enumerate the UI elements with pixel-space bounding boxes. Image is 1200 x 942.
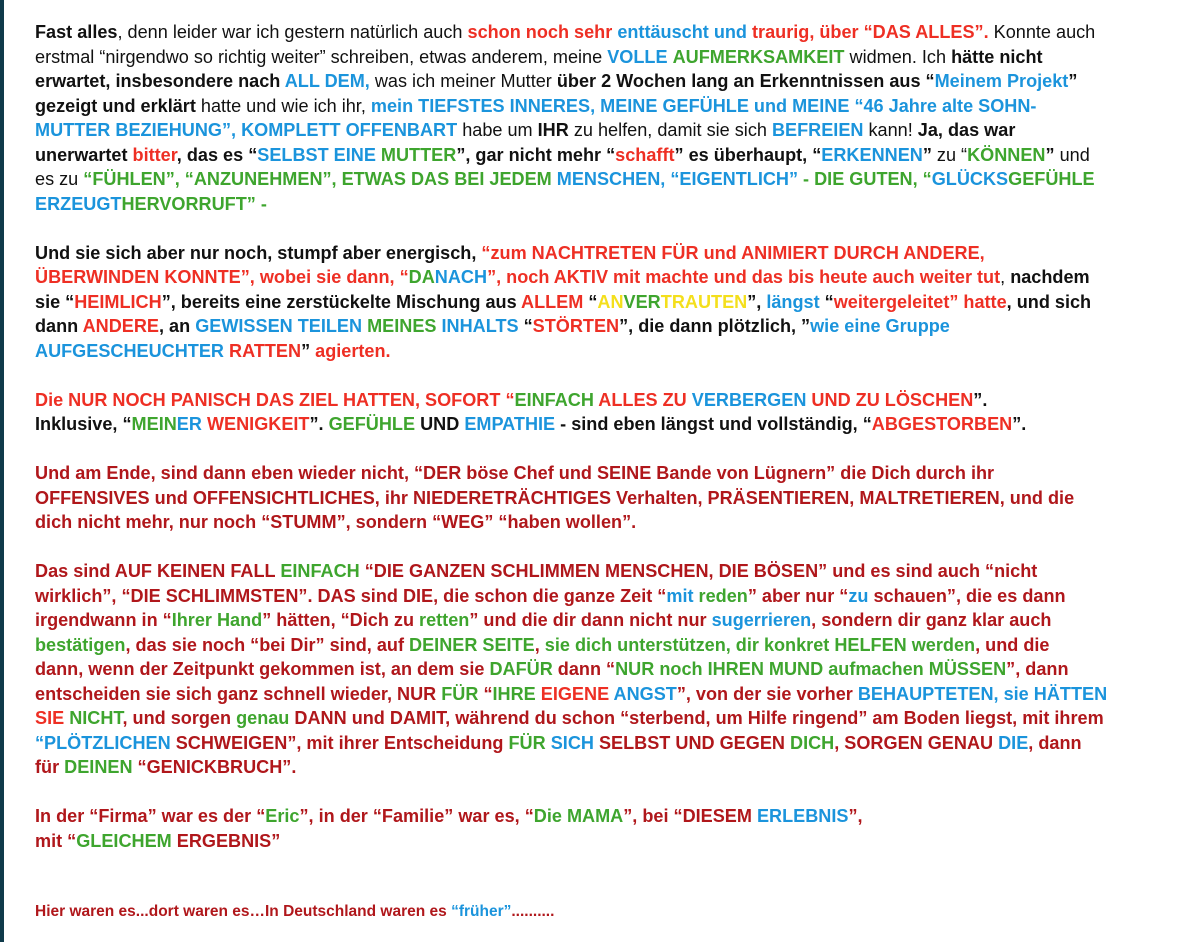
- text-run: EINFACH: [280, 561, 360, 581]
- paragraph-5: [35, 559, 1200, 780]
- text-run: DAFÜR: [489, 659, 553, 679]
- text-run: , und sich: [1006, 291, 1092, 312]
- text-run: KÖNNEN: [967, 144, 1046, 165]
- text-run: wie eine Gruppe: [810, 316, 950, 336]
- text-run: “GENICKBRUCH”.: [132, 757, 297, 777]
- text-run: ” hätten, “Dich zu: [262, 610, 420, 630]
- paragraph-spacer: [35, 216, 1200, 241]
- text-run: ”.: [1012, 414, 1027, 434]
- text-run: RATTEN: [229, 340, 302, 361]
- text-run: ALL DEM,: [284, 71, 370, 91]
- text-run: habe um: [457, 120, 538, 140]
- paragraph-6: [35, 804, 1200, 853]
- text-run: BEFREIEN: [771, 120, 864, 140]
- text-run: MEINES: [367, 316, 437, 336]
- text-run: ”: [922, 144, 932, 165]
- text-run: VERBERGEN: [691, 389, 807, 410]
- text-run: MENSCHEN, “EIGENTLICH”: [556, 169, 799, 189]
- text-run: MUTTER BEZIEHUNG”, KOMPLETT OFFENBART: [35, 120, 458, 140]
- text-run: dann: [35, 316, 83, 336]
- text-run: ERGEBNIS”: [171, 830, 281, 851]
- text-run: HERVORRUFT” -: [121, 193, 267, 214]
- text-run: INHALTS: [441, 316, 519, 336]
- text-run: “: [518, 316, 533, 336]
- text-run: dann, wenn der Zeitpunkt gekommen ist, an dem sie: [35, 659, 490, 679]
- paragraph-spacer: [35, 437, 1200, 462]
- text-run: schafft: [615, 144, 675, 165]
- text-run: “früher”: [451, 903, 512, 920]
- text-run: ”, die dann plötzlich, ”: [619, 316, 811, 336]
- text-run: ”, von der sie vorher: [676, 683, 858, 704]
- text-run: ,: [534, 634, 545, 655]
- text-run: , SORGEN GENAU: [834, 732, 999, 753]
- text-run: Das sind AUF KEINEN FALL: [35, 561, 281, 581]
- text-run: DANN und DAMIT, während du schon “sterbend, um Hilfe ringend” am Boden liegst, mit ihrem: [289, 708, 1104, 728]
- text-run: zu helfen, damit sie sich: [568, 120, 772, 140]
- text-run: ”, gar nicht mehr “: [456, 144, 616, 165]
- text-run: SELBST EINE: [257, 144, 376, 165]
- text-run: ”, bereits eine zerstückelte Mischung aus: [161, 291, 522, 312]
- text-run: hätte nicht: [951, 46, 1043, 67]
- text-run: DEINER SEITE: [409, 634, 535, 655]
- text-run: ”,: [747, 291, 767, 312]
- text-run: Und sie sich aber nur noch, stumpf aber energisch,: [35, 242, 482, 263]
- text-run: ”,: [848, 806, 863, 826]
- text-run: Ja, das war: [917, 120, 1016, 140]
- text-run: ”: [301, 340, 311, 361]
- text-run: ”, bei “DIESEM: [623, 806, 757, 826]
- text-run: retten: [419, 610, 470, 630]
- text-run: ”: [1068, 71, 1078, 91]
- left-edge-bar: [0, 0, 4, 942]
- text-run: “: [819, 291, 834, 312]
- text-run: sie dich unterstützen, dir konkret HELFEN werden: [544, 634, 976, 655]
- text-run: ”: [1045, 144, 1055, 165]
- text-run: ”, noch AKTIV mit machte und das bis heute auch weiter tut: [487, 267, 1001, 287]
- text-run: dann “: [552, 659, 616, 679]
- text-run: - sind eben längst und vollständig, “: [555, 414, 872, 434]
- text-run: MUTTER: [380, 144, 457, 165]
- text-run: mein TIEFSTES INNERES, MEINE GEFÜHLE und MEINE “46 Jahre alte SOHN-: [370, 95, 1037, 116]
- text-run: schon noch sehr: [467, 22, 613, 42]
- text-run: , dann: [1028, 732, 1082, 753]
- paragraph-3: [35, 388, 1200, 437]
- text-run: hatte und wie ich ihr,: [195, 95, 371, 116]
- text-run: kann!: [863, 120, 918, 140]
- text-run: zu: [848, 585, 869, 606]
- text-run: gezeigt und erklärt: [35, 95, 196, 116]
- text-run: In der “Firma” war es der “: [35, 806, 266, 826]
- text-run: längst: [766, 291, 820, 312]
- text-run: ANGST: [613, 683, 677, 704]
- text-run: weitergeleitet” hatte: [833, 291, 1007, 312]
- text-run: SELBST UND GEGEN: [593, 732, 790, 753]
- text-run: NUR noch IHREN MUND aufmachen MÜSSEN: [615, 659, 1007, 679]
- text-run: Die MAMA: [533, 806, 624, 826]
- text-run: sie “: [35, 291, 75, 312]
- text-run: es zu: [35, 169, 84, 189]
- text-run: DA: [408, 267, 435, 287]
- text-run: GLÜCKS: [931, 169, 1009, 189]
- text-run: , an: [158, 316, 196, 336]
- text-run: was ich meiner Mutter: [369, 71, 557, 91]
- text-run: FÜR: [508, 732, 546, 753]
- paragraph-spacer: [35, 853, 1200, 902]
- text-run: ANDERE: [82, 316, 159, 336]
- text-run: ERLEBNIS: [756, 806, 849, 826]
- text-run: AUFMERKSAMKEIT: [672, 46, 845, 67]
- text-run: mit: [666, 585, 694, 606]
- text-run: , und sorgen: [122, 708, 237, 728]
- text-run: EMPATHIE: [464, 414, 556, 434]
- text-run: erstmal “nirgendwo so richtig weiter” schreiben, etwas anderem, meine: [35, 46, 608, 67]
- text-run: erwartet, insbesondere nach: [35, 71, 285, 91]
- text-run: FÜR: [441, 683, 479, 704]
- text-run: Hier waren es...dort waren es…In Deutschland waren es: [35, 903, 452, 920]
- text-run: ERZEUGT: [35, 193, 122, 214]
- text-run: Fast alles: [35, 22, 118, 42]
- text-run: EIGENE: [540, 683, 610, 704]
- text-run: GEFÜHLE: [328, 414, 416, 434]
- text-run: traurig, über “DAS ALLES”.: [752, 22, 989, 42]
- paragraph-1: [35, 20, 1200, 216]
- text-run: Meinem Projekt: [934, 71, 1069, 91]
- text-run: für: [35, 757, 65, 777]
- text-run: , denn leider war ich gestern natürlich auch: [117, 22, 468, 42]
- text-run: WENIGKEIT: [201, 414, 310, 434]
- text-run: Inklusive, “: [35, 414, 132, 434]
- text-run: “: [583, 291, 598, 312]
- text-run: ”, in der “Familie” war es, “: [299, 806, 534, 826]
- text-run: , das sie noch “bei Dir” sind, auf: [125, 634, 410, 655]
- text-run: DIE: [998, 732, 1029, 753]
- text-run: GEFÜHLE: [1008, 169, 1095, 189]
- text-run: “zum NACHTRETEN FÜR und ANIMIERT DURCH ANDERE,: [481, 242, 985, 263]
- text-run: HEIMLICH: [74, 291, 162, 312]
- text-run: sugerrieren: [711, 610, 812, 630]
- text-run: entscheiden sie sich ganz schnell wieder, NUR: [35, 683, 442, 704]
- text-run: wirklich”, “DIE SCHLIMMSTEN”. DAS sind DIE, die schon die ganze Zeit “: [35, 585, 667, 606]
- text-run: irgendwann in “: [35, 610, 172, 630]
- text-run: AUFGESCHEUCHTER: [35, 340, 224, 361]
- text-run: nachdem: [1010, 267, 1090, 287]
- text-run: widmen. Ich: [844, 46, 952, 67]
- closing-line: [35, 902, 1200, 922]
- text-run: ”, dann: [1006, 659, 1069, 679]
- text-run: ”.: [309, 414, 329, 434]
- text-run: ” es überhaupt, “: [674, 144, 822, 165]
- text-run: VER: [623, 291, 661, 312]
- text-run: IHRE: [492, 683, 536, 704]
- text-run: SCHWEIGEN”, mit ihrer Entscheidung: [170, 732, 509, 753]
- text-run: EINFACH: [514, 389, 594, 410]
- text-run: VOLLE: [607, 46, 668, 67]
- text-run: UND ZU LÖSCHEN: [806, 389, 974, 410]
- text-run: agierten.: [310, 340, 391, 361]
- text-run: , das es “: [176, 144, 258, 165]
- text-run: DICH: [790, 732, 835, 753]
- text-run: dich nicht mehr, nur noch “STUMM”, sondern “WEG” “haben wollen”.: [35, 512, 637, 532]
- text-run: unerwartet: [35, 144, 133, 165]
- text-run: ” und die dir dann nicht nur: [469, 610, 712, 630]
- text-run: GLEICHEM: [76, 830, 172, 851]
- text-run: TRAUTEN: [660, 291, 748, 312]
- text-run: SIE: [35, 708, 65, 728]
- text-run: IHR: [537, 120, 569, 140]
- paragraph-spacer: [35, 780, 1200, 805]
- text-run: UND: [415, 414, 465, 434]
- text-run: reden: [698, 585, 748, 606]
- text-run: , sondern dir ganz klar auch: [811, 610, 1052, 630]
- text-run: und: [1054, 144, 1090, 165]
- text-run: ” aber nur “: [747, 585, 849, 606]
- text-run: Die NUR NOCH PANISCH DAS ZIEL HATTEN, SOFORT “: [35, 389, 515, 410]
- text-run: “PLÖTZLICHEN: [35, 732, 171, 753]
- text-run: ERKENNEN: [821, 144, 923, 165]
- text-run: BEHAUPTETEN, sie HÄTTEN: [857, 683, 1108, 704]
- text-run: NACH: [434, 267, 488, 287]
- text-run: SICH: [550, 732, 594, 753]
- text-run: über 2 Wochen lang an Erkenntnissen aus “: [556, 71, 935, 91]
- text-run: zu “: [931, 144, 968, 165]
- text-run: AN: [597, 291, 624, 312]
- text-run: Ihrer Hand: [171, 610, 263, 630]
- text-run: ..........: [511, 903, 555, 920]
- text-run: Eric: [265, 806, 300, 826]
- text-run: ALLEM: [521, 291, 584, 312]
- paragraph-2: [35, 241, 1200, 364]
- text-run: OFFENSIVES und OFFENSICHTLICHES, ihr NIEDERETRÄCHTIGES Verhalten, PRÄSENTIEREN, MALTRETIEREN, und die: [35, 487, 1075, 508]
- text-run: bestätigen: [35, 634, 126, 655]
- text-run: GEWISSEN TEILEN: [195, 316, 363, 336]
- text-run: , und die: [975, 634, 1050, 655]
- paragraph-spacer: [35, 363, 1200, 388]
- text-run: Und am Ende, sind dann eben wieder nicht, “DER böse Chef und SEINE Bande von Lügnern” die Dich durch ihr: [35, 463, 995, 483]
- text-run: enttäuscht und: [617, 22, 747, 42]
- text-run: Konnte auch: [988, 22, 1096, 42]
- text-run: genau: [236, 708, 290, 728]
- text-run: NICHT: [69, 708, 123, 728]
- paragraph-spacer: [35, 535, 1200, 560]
- text-run: “DIE GANZEN SCHLIMMEN MENSCHEN, DIE BÖSEN” und es sind auch “nicht: [359, 561, 1038, 581]
- text-run: DEINEN: [64, 757, 133, 777]
- text-run: bitter: [132, 144, 177, 165]
- document-body: [35, 20, 1200, 922]
- text-run: MEIN: [131, 414, 177, 434]
- text-run: STÖRTEN: [532, 316, 620, 336]
- text-run: ER: [176, 414, 202, 434]
- text-run: - DIE GUTEN, “: [798, 169, 932, 189]
- paragraph-4: [35, 461, 1200, 535]
- text-run: ,: [1000, 267, 1011, 287]
- text-run: ”.: [973, 389, 988, 410]
- text-run: ALLES ZU: [593, 389, 692, 410]
- text-run: ÜBERWINDEN KONNTE”, wobei sie dann, “: [35, 267, 409, 287]
- text-run: schauen”, die es dann: [868, 585, 1066, 606]
- text-run: ABGESTORBEN: [871, 414, 1013, 434]
- text-run: “: [478, 683, 493, 704]
- text-run: “FÜHLEN”, “ANZUNEHMEN”, ETWAS DAS BEI JEDEM: [83, 169, 552, 189]
- text-run: mit “: [35, 830, 77, 851]
